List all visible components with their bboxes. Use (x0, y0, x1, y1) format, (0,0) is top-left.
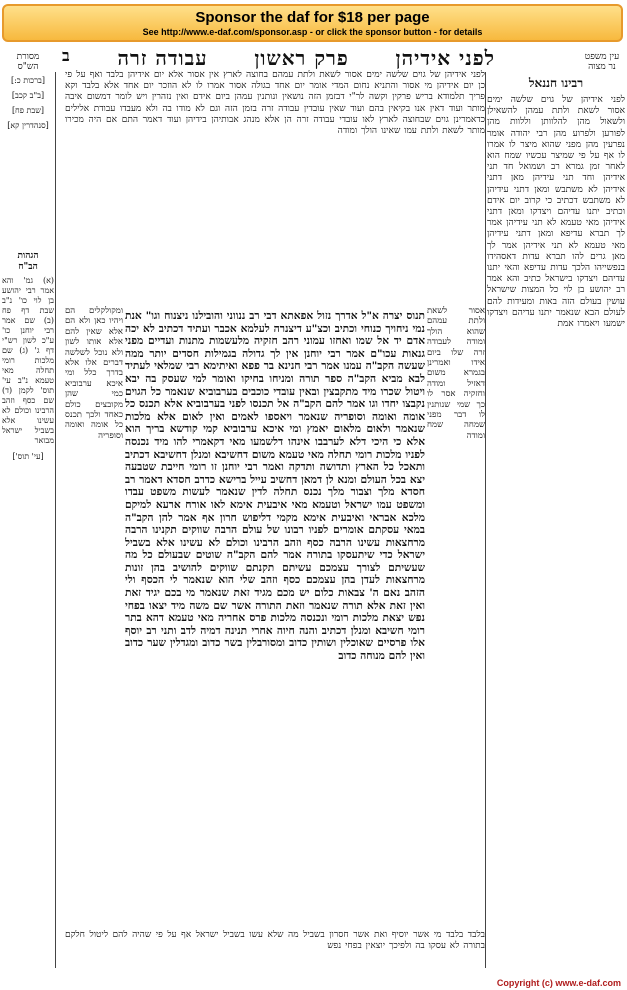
main-text-column (65, 70, 485, 970)
page-header (2, 46, 625, 72)
hagahot-habach-heading: הגהות הב"ח (17, 251, 39, 272)
bottom-text: בלבד בלבד מי אשר יוסיף ואת אשר חסרון בשביל מה שלא עשו בשביל ישראל אף על פי שהיה להם ליטול חלקם בתורה לא עסקו בה ולפיכך יוצאין בפחי נפש (65, 930, 485, 952)
running-title (62, 46, 495, 71)
talmud-page (2, 48, 625, 973)
title-center: פרק ראשון (254, 46, 349, 70)
gemara-text: תנוס יצרה א"ל אדרך נזול אפאתא דבי רב ננווני והובילנו ניצנוח וגו" אנת נמי ניחויך כנוחי וכתיב וכצ"ע דיצנרה לעלמא אכבר ועתיד דכתיב לא יכה אדם יד אל שמו ואחזו עמוני רהב חזקיה מלעשמות מתנות ועדיים מפני גנאות עכו"ם אמר רבי יוחנן אין לך גדולה בגמילות חסדים יותר ממה שעשה הקב"ה עמנו אמר רבי חנינא בר פפא ואיתימא רבי שמלאי לעתיד לבא מביא הקב"ה ספר תורה ומניחו בחיקו ואומר למי שעסק בה יבא ויטול שכרו מיד מתקבצין ובאין עובדי כוכבים בערבוביא שנאמר כל הגוים נקבצו יחדו וגו אמר להם הקב"ה אל תכנסו לפני בערבוביא אלא תכנס כל אומה ואומה וסופריה שנאמר ויאספו לאמים ואין לאום אלא מלכות שנאמר ולאום מלאום יאמץ ומי איכא ערבוביא קמי קודשא בריך הוא אלא כי היכי דלא לערבבו אינהו דלשמעו מאי דקאמרי להו מיד נכנסה לפניו מלכות רומי תחלה מאי טעמא משום דחשיבא ומנלן דחשיבא דכתיב ותאכל כל הארץ ותדושה ותדקה ואמר רבי יוחנן זו רומי חייבת שטבעה יצא בכל העולם ומנא לן דמאן דחשיב עייל ברישא כדרב חסדא דאמר רב חסדא מלך וצבור מלך נכנס תחלה לדין שנאמר לעשות משפט עבדו ומשפט עמו ישראל וטעמא מאי איבעית אימא לאו אורח ארעא למיקם מלכא אבראי ואיבעית אימא מקמי דליפוש חרון אף אמר להן הקב"ה במאי עסקתם אומרים לפניו רבונו של עולם הרבה שווקים תקנינו הרבה מרחצאות עשינו הרבה כסף וזהב הרבינו וכולם לא עשינו אלא בשביל ישראל כדי שיתעסקו בתורה אמר להם הקב"ה שוטים שבעולם כל מה שעשיתם לצורך עצמכם עשיתם תקנתם שווקים להושיב בהן זונות מרחצאות לעדן בהן עצמכם כסף וזהב שלי הוא שנאמר לי הכסף ולי הזהב נאם ה' צבאות כלום יש מכם מגיד זאת שנאמר מי בכם יגיד זאת ואין זאת אלא תורה שנאמר וזאת התורה אשר שם משה מיד יצאו בפחי נפש יצאת מלכות רומי ונכנסה מלכות פרס אחריה מאי טעמא דהא בתר רומי חשיבא ומנלן דכתיב והנה חיוה אחרי תנינה דמיה לדב ותני רב יוסף אלו פרסיים שאוכלין ושותין כדוב ומסורבלין בשר כדוב ומגדלין שער כדוב ואין להם מנוחה כדוב (125, 310, 425, 663)
tosafot-right-text: אסור לשאת ולתת עמהם שהוא הולך ומודה לעבודה זרה שלו ביום אידו ואמרינן בגמרא משום דאזיל ומודה וחזקיה אסר לו כך שמי שנותנין לו דבר מפני שמחה שמח ומודה (427, 306, 485, 441)
page-number: ב (62, 46, 71, 65)
sponsor-subtitle[interactable]: See http://www.e-daf.com/sponsor.asp - or click the sponsor button - for details (142, 27, 483, 37)
copyright-link[interactable]: Copyright (c) www.e-daf.com (496, 978, 621, 988)
gloss-marker: [שבת פח] (11, 106, 45, 115)
gloss-column (2, 70, 54, 970)
rabbeinu-chananel-text: לפני אידיהן של גוים שלשה ימים אסור לשאת ולתת עמהן להשאילן ולשאול מהן להלוותן וללוות מהן לפורען ולפרוע מהן רבי יהודה אומר נפרעין מהן מפני שהוא מיצר לו אמרו לו אף על פי שמיצר עכשיו שמח הוא לאחר זמן גמרא רב ושמואל חד תני אידיהן וחד תני עידיהן מאן דתני אידיהן לא משתבש ומאן דתני עידיהן לא משתבש דכתיב כי קרוב יום אידם וכתיב יתנו עדיהם ויצדקו ומאן דתני אידיהן מאי טעמא לא תני עידיהן אמר לך תברא עדיפא ומאן דתני עידיהן מאי טעמא לא תני אידיהן אמר לך מאן גרים להו תברא עדות דאסהידו בנפשייהו הלכך עדות עדיפא והאי יתנו עדיהם ויצדקו בישראל כתיב והא אמר רב יהושע בן לוי כל המצות שישראל עושין בעולם הזה באות ומעידות להם לעולם הבא שנאמר יתנו עדיהם ויצדקו ישמעו ויאמרו אמת (487, 95, 625, 330)
column-divider-right (485, 72, 486, 968)
column-divider-left (55, 72, 56, 968)
rabbeinu-chananel-column (487, 70, 625, 970)
title-right: לפני אידיהן (395, 46, 495, 70)
gloss-marker: [סנהדרין קא] (7, 121, 49, 130)
tosafot-top-text: לפני אידיהן של גוים שלשה ימים אסור לשאת ולתת עמהם בחוצה לארץ אין אסור אלא יום אידיהן בלבד ואף על פי כן יום אידיהן מי אסור והתניא נחום המדי אומר יום אחד בגולה אסור אמרו לו לא הוזכר יום אחד אלא בלבד וקא פריך תלמודא בריש פרקין וקשה לר"י דבזמן הזה נושאין ונותנין עמהן ביום אידם ואין נזהרין ויש לומר דמשום איבה מותר ועוד דאין אנו בקיאין בהם ועוד שאין עובדין עבודה זרה בזמן הזה וגם לא מודו בה ולא מעבדו עבודת אלילים כדאמרינן גוים שבחוצה לארץ לאו עובדי עבודה זרה הן אלא מנהג אבותיהן בידיהן ועוד דאמר התם אם היה מכירו מותר לשאת ולתת עמו שאינו הולך ומודה (65, 70, 485, 137)
rabbeinu-chananel-heading: רבינו חננאל (528, 76, 584, 90)
sponsor-banner[interactable] (2, 4, 623, 42)
corner-mesoret: מסורת הש"ס (16, 52, 40, 72)
sponsor-title[interactable]: Sponsor the daf for $18 per page (195, 9, 430, 26)
gloss-marker: [ב"ב קכב] (11, 91, 45, 100)
hagahot-habach-text: (א) גמ' והא אמר רבי יהושע בן לוי כו' נ"ב שבת דף פח (ב) שם אמר רבי יוחנן כו' ע"כ לשון רש"י דף ג' (ג) שם מלכות רומי תחלה מאי טעמא נ"ב עי' תוס' לקמן (ד) שם כסף וזהב הרבינו וכולם לא עשינו אלא בשביל ישראל מבואר (2, 276, 54, 445)
gloss-marker: [ברכות כ:] (10, 76, 45, 85)
title-left: עבודה זרה (117, 46, 208, 70)
tosafot-left-text: ומקולקלים הם ויהיו כאן ולא הם אלא שאין להם אלא אותו לשון ולא נוכל לשלשה דברים אלו אלא בדרך כלל ומי איכא ערבוביא כמי שהן מקובצים כולם כאחד ולכך תכנס כל אומה ואומה וסופריה (65, 306, 123, 441)
corner-ein-mishpat: עין משפט נר מצוה (584, 52, 620, 72)
gloss-marker: [עי' תוס'] (12, 452, 44, 461)
